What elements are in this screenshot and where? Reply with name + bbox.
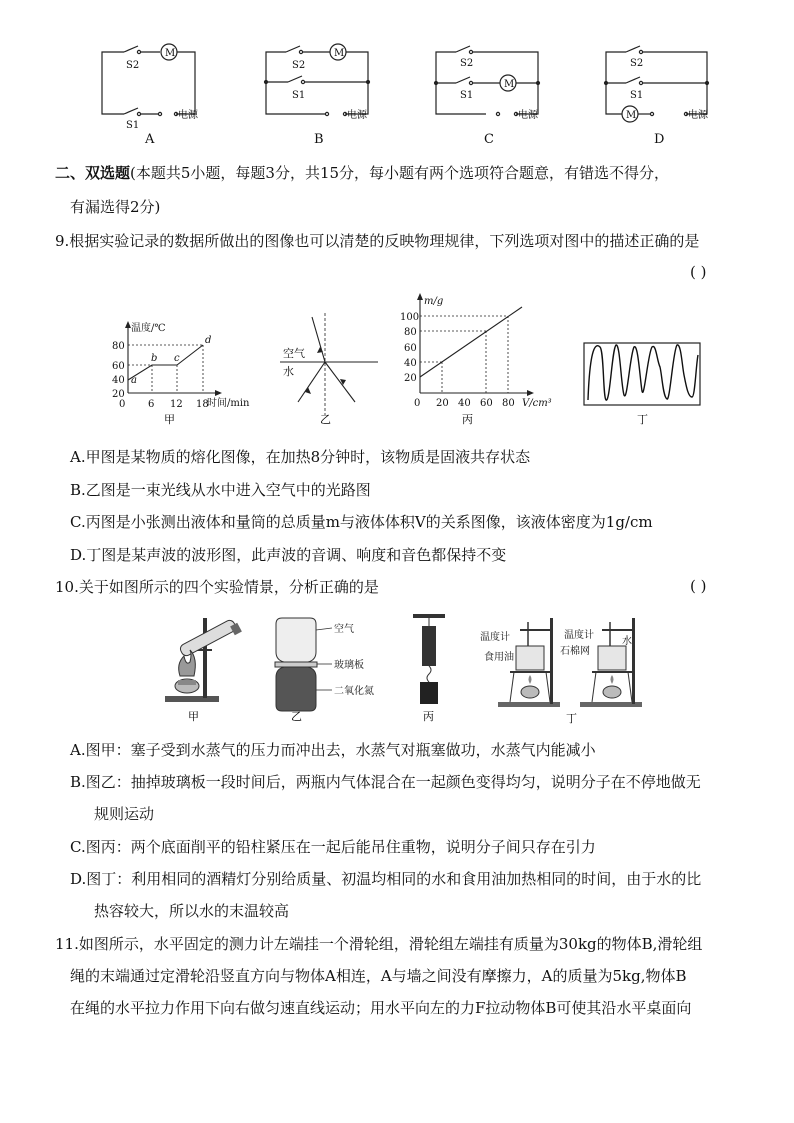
figure-ding: [480, 618, 642, 725]
y-tick: 80: [112, 341, 125, 352]
x-tick: 80: [502, 398, 515, 409]
switch-label: S1: [630, 90, 644, 101]
q10-figures: [0, 610, 794, 730]
switch-label: S1: [292, 90, 306, 101]
medium-label: 水: [283, 365, 294, 378]
question-10-stem: 10.关于如图所示的四个实验情景，分析正确的是: [55, 578, 379, 596]
y-tick: 40: [112, 375, 125, 386]
y-tick: 20: [404, 373, 417, 384]
motor-label: M: [626, 110, 637, 121]
thermometer-label: 温度计: [564, 630, 594, 641]
figure-caption: 丙: [423, 710, 434, 723]
section-rules: (本题共5小题，每题3分，共15分，每小题有两个选项符合题意，有错选不得分，: [130, 164, 670, 182]
question-9-stem: 9.根据实验记录的数据所做出的图像也可以清楚的反映物理规律，下列选项对图中的描述正确的是: [55, 232, 700, 250]
y-axis-label: 温度/℃: [131, 323, 166, 334]
origin-tick: 0: [119, 399, 126, 410]
figure-caption: 丁: [566, 712, 577, 725]
switch-label: S2: [126, 60, 140, 71]
figure-yi: [280, 313, 378, 426]
answer-bracket: ( ): [690, 263, 707, 281]
x-tick: 40: [458, 398, 471, 409]
x-tick: 18: [196, 399, 209, 410]
power-label: 电源: [347, 110, 367, 121]
circuit-c: [435, 46, 540, 116]
thermometer-label: 温度计: [480, 632, 510, 643]
circuit-diagrams: [0, 0, 794, 150]
option-c: C.丙图是小张测出液体和量筒的总质量m与液体体积V的关系图像，该液体密度为1g/cm: [70, 513, 653, 531]
answer-bracket: ( ): [690, 577, 707, 595]
figure-caption: 甲: [164, 413, 175, 426]
option-c: C.图丙：两个底面削平的铅柱紧压在一起后能吊住重物，说明分子间只存在引力: [70, 838, 596, 856]
x-axis-label: 时间/min: [207, 398, 250, 409]
y-tick: 100: [400, 312, 420, 323]
option-d-cont: 热容较大，所以水的末温较高: [94, 902, 290, 920]
point-label: b: [151, 353, 158, 364]
option-a: A.甲图是某物质的熔化图像，在加热8分钟时，该物质是固液共存状态: [70, 448, 531, 466]
option-d: D.图丁：利用相同的酒精灯分别给质量、初温均相同的水和食用油加热相同的时间，由于水的比: [70, 870, 702, 888]
figure-caption: 丙: [462, 413, 473, 426]
question-11-stem-cont: 在绳的水平拉力作用下向右做匀速直线运动；用水平向左的力F拉动物体B可使其沿水平桌面向: [70, 999, 692, 1017]
y-tick: 60: [112, 361, 125, 372]
option-label-d: D: [654, 132, 665, 147]
motor-label: M: [334, 48, 345, 59]
point-label: c: [174, 353, 180, 364]
medium-label: 空气: [283, 347, 305, 360]
power-label: 电源: [688, 110, 708, 121]
section-heading: [55, 163, 669, 183]
question-11-stem-cont: 绳的末端通过定滑轮沿竖直方向与物体A相连，A与墙之间没有摩擦力，A的质量为5kg,物体B: [70, 967, 687, 985]
liquid-label: 水: [622, 636, 632, 647]
point-label: d: [205, 335, 212, 346]
switch-label: S1: [460, 90, 474, 101]
point-label: a: [131, 375, 137, 386]
figure-yi: [275, 618, 374, 723]
x-axis-label: V/cm³: [522, 398, 552, 409]
y-axis-label: m/g: [424, 296, 444, 307]
x-tick: 6: [148, 399, 155, 410]
figure-caption: 乙: [291, 710, 302, 723]
motor-label: M: [504, 79, 515, 90]
option-b: B.乙图是一束光线从水中进入空气中的光路图: [70, 481, 371, 499]
switch-label: S1: [126, 120, 140, 131]
figure-jia: [165, 618, 242, 723]
circuit-a: [102, 44, 195, 116]
option-label-b: B: [314, 132, 324, 147]
circuit-b: [265, 44, 370, 116]
figure-caption: 乙: [320, 413, 331, 426]
motor-label: M: [165, 48, 176, 59]
switch-label: S2: [460, 58, 474, 69]
section-title: 二、双选题: [55, 164, 131, 182]
x-tick: 20: [436, 398, 449, 409]
liquid-label: 食用油: [484, 652, 514, 663]
switch-label: S2: [292, 60, 306, 71]
y-tick: 40: [404, 358, 417, 369]
x-tick: 12: [170, 399, 183, 410]
option-a: A.图甲：塞子受到水蒸气的压力而冲出去，水蒸气对瓶塞做功，水蒸气内能减小: [70, 741, 596, 759]
option-b: B.图乙：抽掉玻璃板一段时间后，两瓶内气体混合在一起颜色变得均匀，说明分子在不停地做无: [70, 773, 701, 791]
power-label: 电源: [178, 110, 198, 121]
figure-bing: [413, 614, 445, 723]
figure-ding: [584, 343, 700, 426]
origin-tick: 0: [414, 398, 421, 409]
asbestos-label: 石棉网: [560, 646, 590, 657]
bottle-label: 空气: [334, 624, 354, 635]
x-tick: 60: [480, 398, 493, 409]
bottle-label: 二氧化氮: [334, 686, 374, 697]
option-b-cont: 规则运动: [94, 805, 155, 823]
y-tick: 60: [404, 343, 417, 354]
question-11-stem: 11.如图所示，水平固定的测力计左端挂一个滑轮组，滑轮组左端挂有质量为30kg的物体B,滑轮组: [55, 935, 703, 953]
figure-bing: [400, 293, 552, 426]
plate-label: 玻璃板: [334, 660, 364, 671]
q9-figures: [0, 285, 794, 435]
figure-caption: 甲: [188, 710, 199, 723]
y-tick: 20: [112, 389, 125, 400]
section-rules-cont: 有漏选得2分): [70, 198, 161, 216]
figure-jia: [112, 321, 250, 426]
option-label-c: C: [484, 132, 494, 147]
option-d: D.丁图是某声波的波形图，此声波的音调、响度和音色都保持不变: [70, 546, 507, 564]
y-tick: 80: [404, 327, 417, 338]
option-label-a: A: [145, 132, 155, 147]
power-label: 电源: [518, 110, 538, 121]
figure-caption: 丁: [637, 413, 648, 426]
switch-label: S2: [630, 58, 644, 69]
